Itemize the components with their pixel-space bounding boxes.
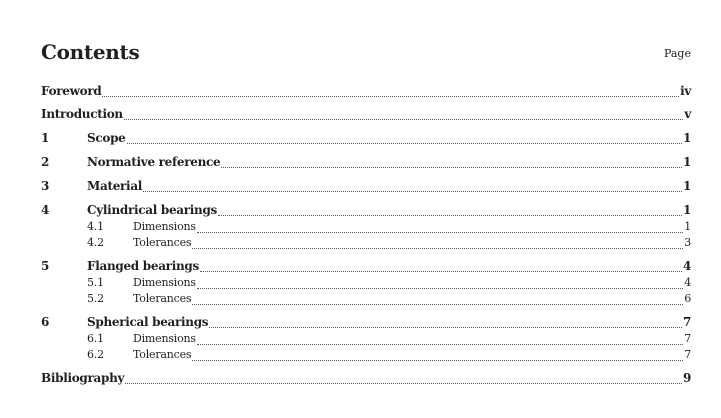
toc-entry-label: Bibliography [41, 371, 125, 385]
toc-entry-4-2-tolerances[interactable] [41, 236, 691, 254]
page-column-label: Page [663, 47, 691, 60]
toc-entry-page: 7 [684, 332, 691, 345]
toc-entry-scope[interactable] [41, 131, 691, 149]
dot-leader [102, 95, 679, 97]
dot-leader [209, 326, 682, 328]
toc-entry-number: 6.2 [87, 348, 104, 361]
dot-leader [200, 270, 682, 272]
toc-entry-label: Cylindrical bearings [87, 203, 218, 217]
dot-leader [192, 359, 683, 361]
toc-entry-label: Material [87, 179, 143, 193]
toc-entry-number: 5 [41, 259, 50, 273]
toc-entry-number: 6 [41, 315, 50, 329]
toc-entry-page: 4 [684, 276, 691, 289]
toc-entry-5-2-tolerances[interactable] [41, 292, 691, 310]
toc-entry-normative-reference[interactable] [41, 155, 691, 173]
toc-entry-spherical-bearings[interactable] [41, 315, 691, 333]
toc-entry-label: Scope [87, 131, 126, 145]
toc-entry-page: iv [680, 84, 691, 98]
toc-entry-label: Dimensions [133, 220, 196, 233]
toc-entry-page: 7 [682, 315, 691, 329]
toc-entry-number: 3 [41, 179, 50, 193]
toc-entry-page: 9 [682, 371, 691, 385]
dot-leader [197, 343, 683, 345]
toc-entry-page: 1 [682, 155, 691, 169]
toc-entry-number: 4.1 [87, 220, 104, 233]
dot-leader [197, 287, 683, 289]
dot-leader [218, 214, 682, 216]
toc-entry-cylindrical-bearings[interactable] [41, 203, 691, 221]
toc-entry-number: 5.1 [87, 276, 104, 289]
toc-entry-label: Normative reference [87, 155, 221, 169]
toc-entry-label: Tolerances [133, 292, 192, 305]
toc-entry-label: Tolerances [133, 348, 192, 361]
dot-leader [143, 190, 682, 192]
toc-entry-bibliography[interactable] [41, 371, 691, 389]
toc-entry-number: 1 [41, 131, 50, 145]
toc-entry-number: 5.2 [87, 292, 104, 305]
toc-entry-label: Dimensions [133, 276, 196, 289]
toc-entry-label: Foreword [41, 84, 102, 98]
toc-entry-number: 4.2 [87, 236, 104, 249]
toc-entry-label: Flanged bearings [87, 259, 199, 273]
toc-entry-page: 4 [682, 259, 691, 273]
dot-leader [125, 382, 682, 384]
toc-entry-number: 6.1 [87, 332, 104, 345]
toc-entry-page: 1 [682, 131, 691, 145]
toc-entry-foreword[interactable] [41, 84, 691, 102]
toc-entry-page: 1 [682, 179, 691, 193]
toc-entry-material[interactable] [41, 179, 691, 197]
dot-leader [192, 247, 683, 249]
toc-entry-introduction[interactable] [41, 107, 691, 125]
toc-entry-page: 6 [684, 292, 691, 305]
dot-leader [127, 142, 682, 144]
toc-entry-6-2-tolerances[interactable] [41, 348, 691, 366]
toc-entry-page: v [684, 107, 691, 121]
toc-entry-flanged-bearings[interactable] [41, 259, 691, 277]
dot-leader [192, 303, 683, 305]
dot-leader [124, 118, 683, 120]
toc-entry-label: Spherical bearings [87, 315, 209, 329]
page-title: Contents [41, 40, 140, 64]
toc-entry-label: Dimensions [133, 332, 196, 345]
dot-leader [221, 166, 682, 168]
toc-entry-page: 7 [684, 348, 691, 361]
dot-leader [197, 231, 683, 233]
toc-entry-label: Tolerances [133, 236, 192, 249]
toc-entry-page: 1 [682, 203, 691, 217]
toc-entry-page: 3 [684, 236, 691, 249]
toc-entry-number: 2 [41, 155, 50, 169]
toc-entry-label: Introduction [41, 107, 123, 121]
toc-entry-number: 4 [41, 203, 50, 217]
toc-entry-page: 1 [684, 220, 691, 233]
contents-header [41, 38, 691, 68]
